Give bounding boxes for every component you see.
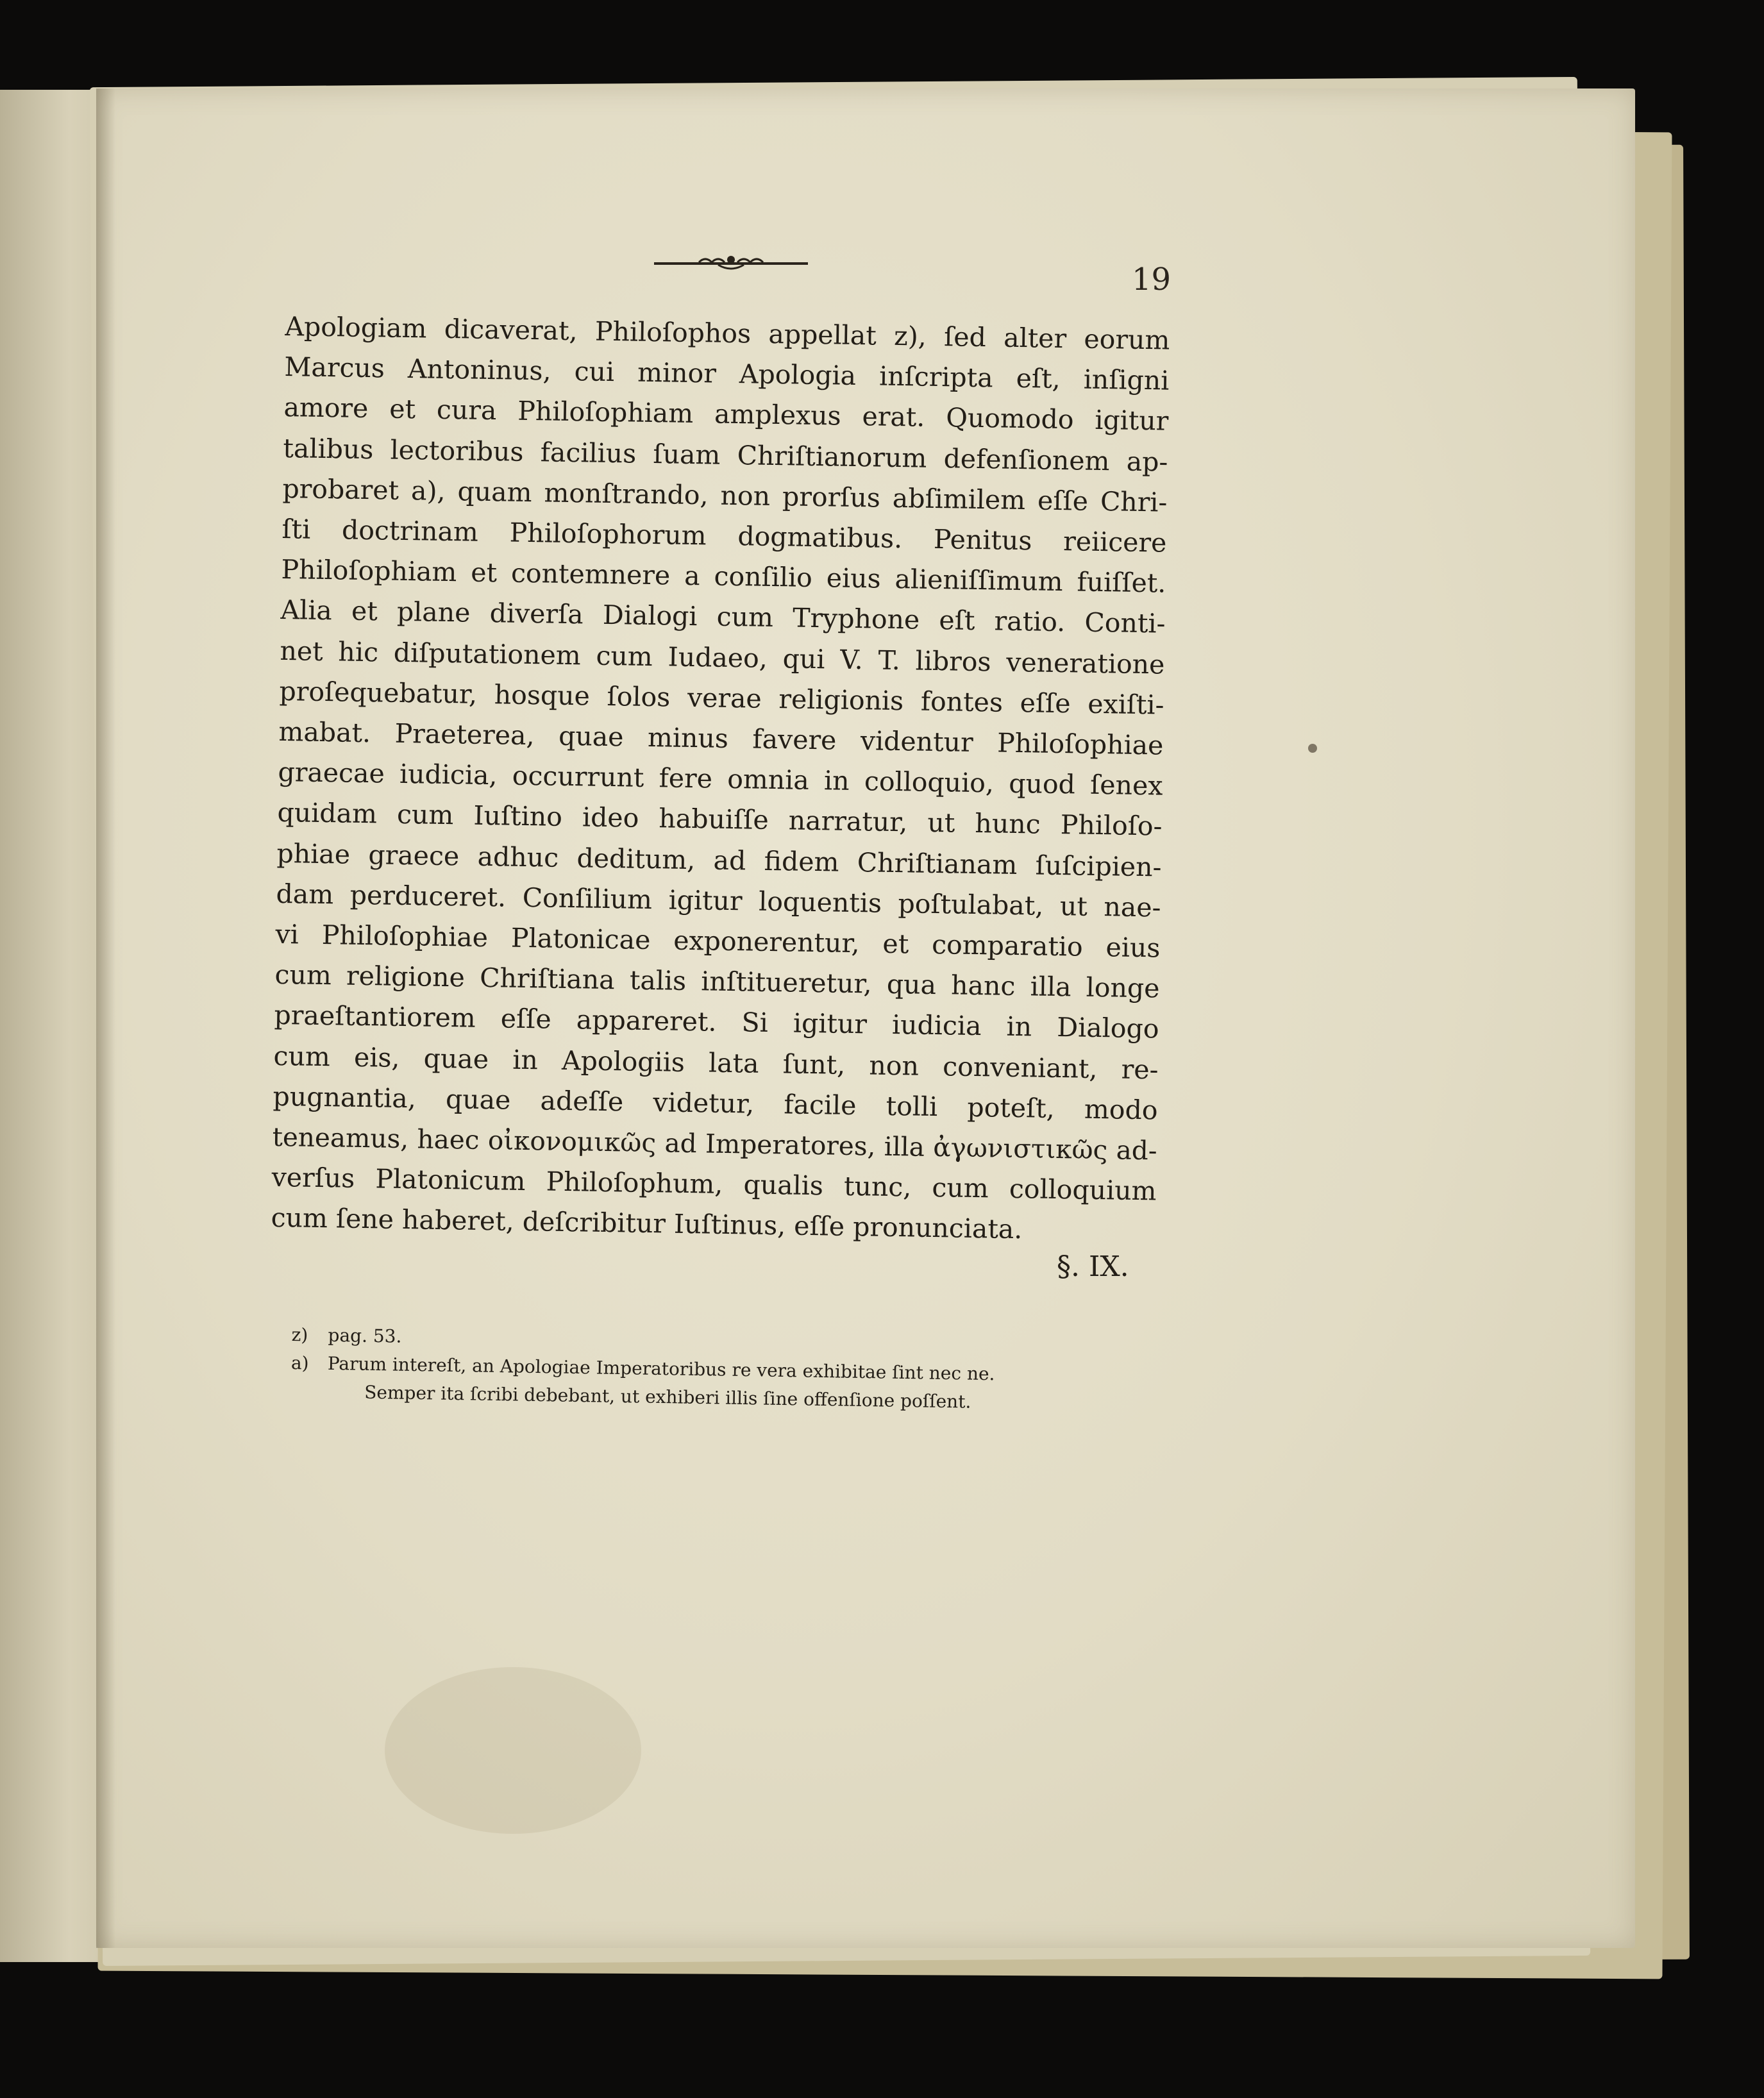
text-line: amore et cura Philoſophiam amplexus erat. Quomodo igitur [283,392,1169,437]
text-line: dam perduceret. Conſilium igitur loquentis poſtulabat, ut nae- [276,878,1161,923]
text-line: cum eis, quae in Apologiis lata ſunt, non conveniant, re- [273,1040,1159,1086]
text-line: proſequebatur, hosque ſolos verae religionis fontes eſſe exiſti- [279,675,1164,721]
text-line: graecae iudicia, occurrunt fere omnia in colloquio, quod ſenex [278,757,1163,801]
text-line: net hic diſputationem cum Iudaeo, qui V. T. libros veneratione [280,635,1165,680]
text-line: teneamus, haec οἰκονομικῶς ad Imperatores, illa ἀγωνιστικῶς ad- [272,1121,1157,1166]
footnote-a-continuation: Semper ita ſcribi debebant, ut exhiberi illis ſine offenſione poſſent. [364,1381,971,1413]
text-line: quidam cum Iuſtino ideo habuiſſe narratur, ut hunc Philoſo- [277,797,1163,843]
text-line: mabat. Praeterea, quae minus favere videntur Philoſophiae [278,716,1164,761]
foxing-spot [1308,744,1317,753]
text-line: praeſtantiorem eſſe appareret. Si igitur iudicia in Dialogo [274,1000,1159,1045]
text-line: cum religione Chriſtiana talis inſtitueretur, qua hanc illa longe [274,959,1160,1004]
text-line: phiae graece adhuc deditum, ad fidem Chriſtianam ſuſcipien- [276,837,1162,883]
text-line: Alia et plane diverſa Dialogi cum Tryphone eſt ratio. Conti- [280,594,1166,640]
body-text [271,306,1170,1252]
page-gutter-shadow [96,88,115,1948]
section-heading-next: §. IX. [1057,1250,1129,1283]
footnote-mark: a) [290,1352,309,1374]
footnote-mark: z) [291,1323,308,1346]
headpiece-ornament-icon [654,253,808,273]
text-line: ſti doctrinam Philoſophorum dogmatibus. Penitus reiicere [281,513,1167,558]
text-line: Apologiam dicaverat, Philoſophos appellat z), ſed alter eorum [285,310,1170,356]
foxing-stain [385,1667,641,1834]
text-line: talibus lectoribus facilius ſuam Chriſtianorum defenſionem ap- [283,432,1168,478]
footnote-text: Parum intereſt, an Apologiae Imperatoribus re vera exhibitae ſint nec ne. [327,1352,995,1385]
text-line: pugnantia, quae adeſſe videtur, facile tolli poteſt, modo [273,1080,1158,1126]
text-line: Marcus Antoninus, cui minor Apologia inſcripta eſt, inſigni [284,351,1170,396]
text-line: cum ſene haberet, deſcribitur Iuſtinus, eſſe pronunciata. [271,1202,1023,1245]
text-line: Philoſophiam et contemnere a conſilio eius alieniſſimum fuiſſet. [281,554,1166,599]
footnotes [290,1321,1151,1419]
page-number: 19 [1132,262,1172,298]
text-line: vi Philoſophiae Platonicae exponerentur, et comparatio eius [275,918,1161,964]
footnote-text: pag. 53. [328,1324,402,1347]
text-line: probaret a), quam monſtrando, non prorſus abſimilem eſſe Chri- [282,473,1168,518]
text-line: verſus Platonicum Philoſophum, qualis tunc, cum colloquium [271,1162,1157,1207]
